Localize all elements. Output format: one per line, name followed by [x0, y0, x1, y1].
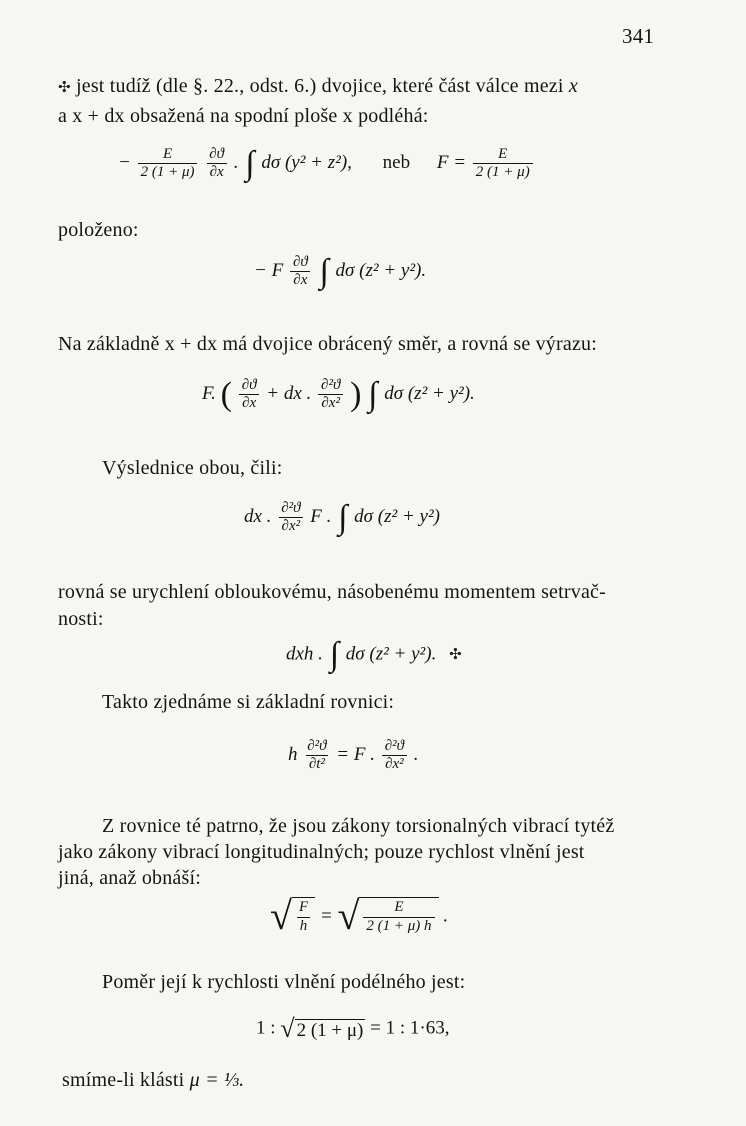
eq8-lead: 1 : [256, 1017, 276, 1039]
eq7-r-den: 2 (1 + μ) h [363, 917, 434, 935]
ornament-icon-2: ✣ [449, 647, 462, 664]
eq1-neb: neb [382, 152, 411, 174]
eq3-d1-den: ∂x [239, 394, 259, 412]
zrovnice-line-2: jako zákony vibrací longitudinalných; pouze rychlost vlnění jest [58, 841, 585, 863]
eq1-frac-den: 2 (1 + μ) [138, 163, 198, 181]
eq1-d-num: ∂ϑ [209, 146, 225, 162]
smime-text: smíme-li klásti [62, 1069, 185, 1091]
eq1-equals: = [453, 152, 467, 174]
sqrt-icon: √ [280, 1014, 295, 1043]
eq2-integrand: dσ (z² + y²). [335, 260, 427, 282]
eq7-l-den: h [297, 917, 311, 935]
base-line-text: Na základně x + dx má dvojice obrácený směr, a rovná se výrazu: [58, 333, 597, 355]
eq3-derivative-1 [239, 377, 260, 413]
eq7-r-num: E [394, 899, 404, 916]
polozeno-label: položeno: [58, 219, 139, 241]
eq5-integral-sign: ∫ [329, 636, 340, 673]
p1-line1-var: x [568, 75, 578, 97]
rovna-line-2: nosti: [58, 608, 104, 630]
eq1-rhs-num: E [498, 146, 508, 162]
eq3-lparen: ( [220, 375, 232, 413]
equation-2 [254, 254, 426, 290]
eq3-integral-sign: ∫ [368, 375, 378, 413]
sqrt-icon: √ [337, 893, 360, 938]
eq7-lhs-under [292, 897, 315, 935]
page-number: 341 [622, 24, 655, 48]
equation-3 [202, 377, 475, 413]
eq1-rhs-den: 2 (1 + μ) [473, 163, 533, 181]
eq6-equals: = F . [336, 744, 375, 766]
eq6-l-num: ∂²ϑ [307, 738, 327, 754]
eq3-d2-num: ∂²ϑ [321, 377, 341, 393]
eq6-end: . [413, 744, 419, 766]
eq3-rparen: ) [350, 375, 362, 413]
eq2-d-den: ∂x [290, 271, 310, 289]
eq1-dot: . [233, 152, 239, 174]
eq1-derivative [206, 146, 227, 182]
eq6-rhs-derivative [382, 738, 407, 774]
rovna-line-1: rovná se urychlení obloukovému, násobenému momentem setrvač- [58, 581, 606, 603]
eq1-F: F [436, 152, 449, 174]
equation-8 [256, 1016, 449, 1042]
eq7-lhs-fraction [296, 899, 311, 935]
eq7-rhs-radical [337, 893, 438, 938]
eq1-minus: − [118, 152, 131, 174]
sqrt-icon: √ [270, 893, 292, 938]
eq2-derivative [290, 254, 311, 290]
eq4-derivative [278, 500, 303, 536]
eq1-d-den: ∂x [207, 163, 227, 181]
eq3-derivative-2 [318, 377, 343, 413]
eq1-frac-num: E [162, 146, 173, 162]
eq3-plus: + dx . [266, 383, 312, 405]
eq7-equals: = [319, 905, 333, 927]
eq6-l-den: ∂t² [306, 755, 328, 773]
eq4-integrand: dσ (z² + y²) [354, 506, 440, 528]
eq5-lead: dxh . [286, 643, 323, 665]
eq1-rhs-fraction [473, 146, 533, 182]
eq1-fraction [138, 146, 198, 182]
pomer-text: Poměr její k rychlosti vlnění podélného jest: [102, 971, 466, 993]
eq6-lhs-derivative [304, 738, 329, 774]
eq6-r-den: ∂x² [382, 755, 407, 773]
p1-line1-text: jest tudíž (dle §. 22., odst. 6.) dvojice, které část válce mezi [75, 75, 564, 97]
eq6-h: h [288, 744, 298, 766]
eq4-F: F . [310, 506, 332, 528]
equation-7 [270, 893, 449, 938]
eq5-integrand: dσ (z² + y²). [345, 643, 437, 665]
eq1-integral-sign: ∫ [245, 144, 255, 182]
ornament-icon: ✣ [58, 80, 71, 96]
zrovnice-line-1: Z rovnice té patrno, že jsou zákony torsionalných vibrací tytéž [102, 815, 615, 837]
eq3-d1-num: ∂ϑ [241, 377, 257, 393]
eq2-integral-sign: ∫ [319, 252, 329, 290]
eq7-lhs-radical [270, 893, 315, 938]
smime-line [62, 1070, 244, 1090]
takto-text: Takto zjednáme si základní rovnici: [102, 691, 395, 713]
eq3-integrand: dσ (z² + y²). [384, 383, 475, 405]
eq4-d-den: ∂x² [279, 517, 304, 535]
vyslednice-text: Výslednice obou, čili: [102, 457, 283, 479]
eq8-radicand: 2 (1 + μ) [296, 1019, 364, 1041]
eq3-d2-den: ∂x² [318, 394, 343, 412]
eq8-radical [280, 1016, 365, 1042]
equation-6 [288, 738, 419, 774]
eq7-end: . [443, 905, 449, 927]
paragraph-1-line-2: a x + dx obsažená na spodní ploše x podléhá: [58, 105, 429, 127]
eq7-rhs-under [359, 897, 438, 935]
eq1-integrand: dσ (y² + z²), [261, 152, 352, 174]
eq7-l-num: F [298, 899, 309, 916]
zrovnice-line-3: jiná, anaž obnáší: [58, 867, 201, 889]
equation-5 [286, 638, 462, 672]
equation-4 [244, 500, 440, 536]
eq4-integral-sign: ∫ [338, 498, 348, 536]
eq2-d-num: ∂ϑ [292, 254, 308, 270]
eq2-lead: − F [254, 260, 284, 282]
eq4-lead: dx . [244, 506, 272, 528]
eq6-r-num: ∂²ϑ [384, 738, 404, 754]
eq4-d-num: ∂²ϑ [281, 500, 301, 516]
eq3-F: F. [202, 383, 216, 405]
equation-1 [118, 146, 535, 182]
paragraph-1-line-1 [58, 76, 578, 96]
smime-mu: μ = ⅓. [189, 1069, 245, 1091]
eq7-rhs-fraction [363, 899, 434, 935]
eq8-rest: = 1 : 1·63, [370, 1017, 450, 1039]
